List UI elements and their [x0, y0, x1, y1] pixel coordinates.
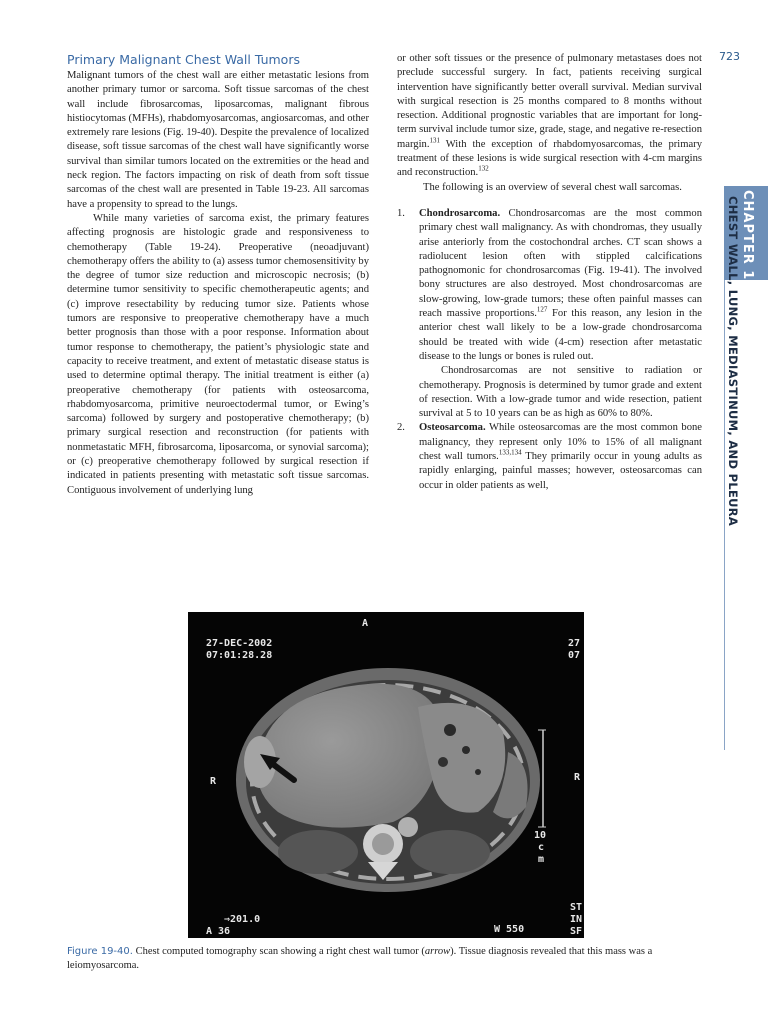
ct-scale-unit: m [538, 854, 545, 865]
ct-series-info: SF [570, 926, 583, 937]
list-item-text [419, 207, 702, 364]
chapter-tab-line [724, 280, 725, 750]
text-run: They primarily occur in young adults as rapidly enlarging, painful masses; however, osteosarcomas can occur in older patients as well, [419, 451, 702, 491]
list-term: Osteosarcoma. [419, 422, 486, 434]
figure-caption [67, 945, 703, 973]
paragraph: The following is an overview of several chest wall sarcomas. [423, 181, 682, 193]
gas-bubble [475, 769, 481, 775]
citation: 132 [478, 164, 489, 173]
list-number: 2. [397, 422, 405, 434]
page-number: 723 [719, 50, 740, 63]
gas-bubble [462, 746, 470, 754]
ct-time: 07:01:28.28 [206, 650, 273, 661]
paragraph: Malignant tumors of the chest wall are either metastatic lesions from another primary tumor or sarcoma. Soft tissue sarcomas of the chest wall include fibrosarcomas, liposarcomas, malignant fibrous histiocytomas (MFHs), rhabdomyosarcomas, angiosarcomas, and other extremely rare lesions (Fig. 19-40). Despite the prevalence of localized disease, soft tissue sarcomas of the chest wall have significantly worse survival than similar tumors located on the extremities or the head and neck region. The factors impacting on risk of death from soft tissue sarcomas of the chest wall are presented in Table 19-23. All sarcomas have a propensity to spread to the lungs. [67, 70, 369, 210]
figure-label: Figure 19-40. [67, 946, 133, 957]
citation: 133,134 [498, 448, 522, 457]
aorta [398, 817, 418, 837]
caption-italic: arrow [424, 946, 451, 957]
ct-acquisition: A 36 [206, 926, 231, 937]
ct-window: W 550 [494, 924, 525, 935]
chapter-tab [724, 186, 768, 566]
ct-scale-value: 10 [534, 830, 547, 841]
right-column [397, 52, 702, 493]
citation: 131 [429, 136, 440, 145]
chapter-number: CHAPTER 19 [740, 190, 755, 291]
ct-label-anterior: A [362, 618, 369, 629]
ct-series-info: IN [570, 914, 583, 925]
ct-scale-unit: c [538, 842, 545, 853]
chapter-tab-text [726, 190, 755, 566]
chapter-title: CHEST WALL, LUNG, MEDIASTINUM, AND PLEURA [726, 196, 740, 527]
section-heading: Primary Malignant Chest Wall Tumors [67, 52, 300, 67]
citation: 127 [536, 305, 548, 314]
text-run: With the exception of rhabdomyosarcomas, the primary treatment of these lesions is wide surgical resection with 4-cm margins and reconstruction. [397, 138, 702, 179]
ct-date-right: 27 [568, 638, 581, 649]
text-run: For this reason, any lesion in the anterior chest wall likely to be a low-grade chondrosarcoma should be treated with wide (4-cm) resection after metastatic disease to the lungs or bones is ruled out. [419, 308, 702, 362]
sarcoma-list [397, 207, 702, 493]
gas-bubble [444, 724, 456, 736]
ct-label-right-side-2: R [574, 772, 581, 783]
paragraph: While many varieties of sarcoma exist, the primary features affecting prognosis are histologic grade and responsiveness to chemotherapy (Table 19-24). Preoperative (neoadjuvant) chemotherapy offers the ability to (a) assess tumor chemosensitivity by the degree of tumor size reduction and microscopic necrosis; (b) determine tumor sensitivity to specific chemotherapeutic agents; and (c) improve resectability by reducing tumor size. Patients whose tumors are responsive to preoperative chemotherapy have a much better prognosis than those with a poor response. Information about tumor response to chemotherapy, the patient’s physiologic state and capacity to receive treatment, and extent of metastatic disease status is used to determine optimal therapy. The initial treatment is either (a) preoperative chemotherapy (for patients with osteosarcoma, rhabdomyosarcoma, primitive neuroectodermal tumor, or Ewing’s sarcoma) followed by surgery and postoperative chemotherapy; (b) primary surgical resection and reconstruction (for patients with nonmetastatic MFH, fibrosarcoma, liposarcoma, or synovial sarcoma); or (c) preoperative chemotherapy followed by surgical resection if indicated in patients presenting with metastatic soft tissue sarcomas. Contiguous involvement of underlying lung [67, 212, 369, 496]
list-item [397, 421, 702, 492]
caption-text: Chest computed tomography scan showing a right chest wall tumor ( [132, 946, 425, 957]
gas-bubble [438, 757, 448, 767]
caption-text: ). Tissue diagnosis revealed that this mass was a leiomyosarcoma. [67, 946, 653, 971]
list-item [397, 207, 702, 421]
ct-scan-figure [188, 612, 584, 938]
list-term: Chondrosarcoma. [419, 207, 501, 219]
ct-time-right: 07 [568, 650, 581, 661]
back-muscle-right [410, 830, 490, 874]
ct-date: 27-DEC-2002 [206, 638, 273, 649]
paragraph [397, 52, 702, 181]
text-run: While osteosarcomas are the most common bone malignancy, they represent only 10% to 15% of all malignant chest wall tumors. [419, 422, 702, 463]
list-number: 1. [397, 207, 405, 219]
text-run: Chondrosarcomas are the most common primary chest wall malignancy. As with chondromas, they usually arise anteriorly from the costochondral arches. CT scan shows a radiolucent lesion often with stippled calcifications pathognomonic for chondrosarcomas (Fig. 19-41). The involved bony structures are also destroyed. Most chondrosarcomas are slow-growing, low-grade tumors; these often painful masses can reach massive proportions. [419, 207, 702, 320]
vertebral-core [372, 833, 394, 855]
ct-series-info: ST [570, 902, 583, 913]
text-run: or other soft tissues or the presence of pulmonary metastases does not preclude successful surgery. In fact, patients receiving surgical intervention have significantly better overall survival. Median survival with surgical resection is 25 months compared to 8 months without resection. Additional prognostic variables that are important for long-term survival include tumor size, grade, stage, and negative re-resection margin. [397, 53, 702, 150]
list-item-text [419, 421, 702, 492]
left-column [67, 52, 369, 498]
list-item-subparagraph: Chondrosarcomas are not sensitive to radiation or chemotherapy. Prognosis is determined by tumor grade and extent of resection. With a low-grade tumor and wide resection, patient survival at 5 to 10 years can be as high as 60% to 80%. [419, 365, 702, 420]
ct-label-right-side: R [210, 776, 217, 787]
back-muscle-left [278, 830, 358, 874]
ct-slice-position: ⇒201.0 [224, 914, 261, 925]
